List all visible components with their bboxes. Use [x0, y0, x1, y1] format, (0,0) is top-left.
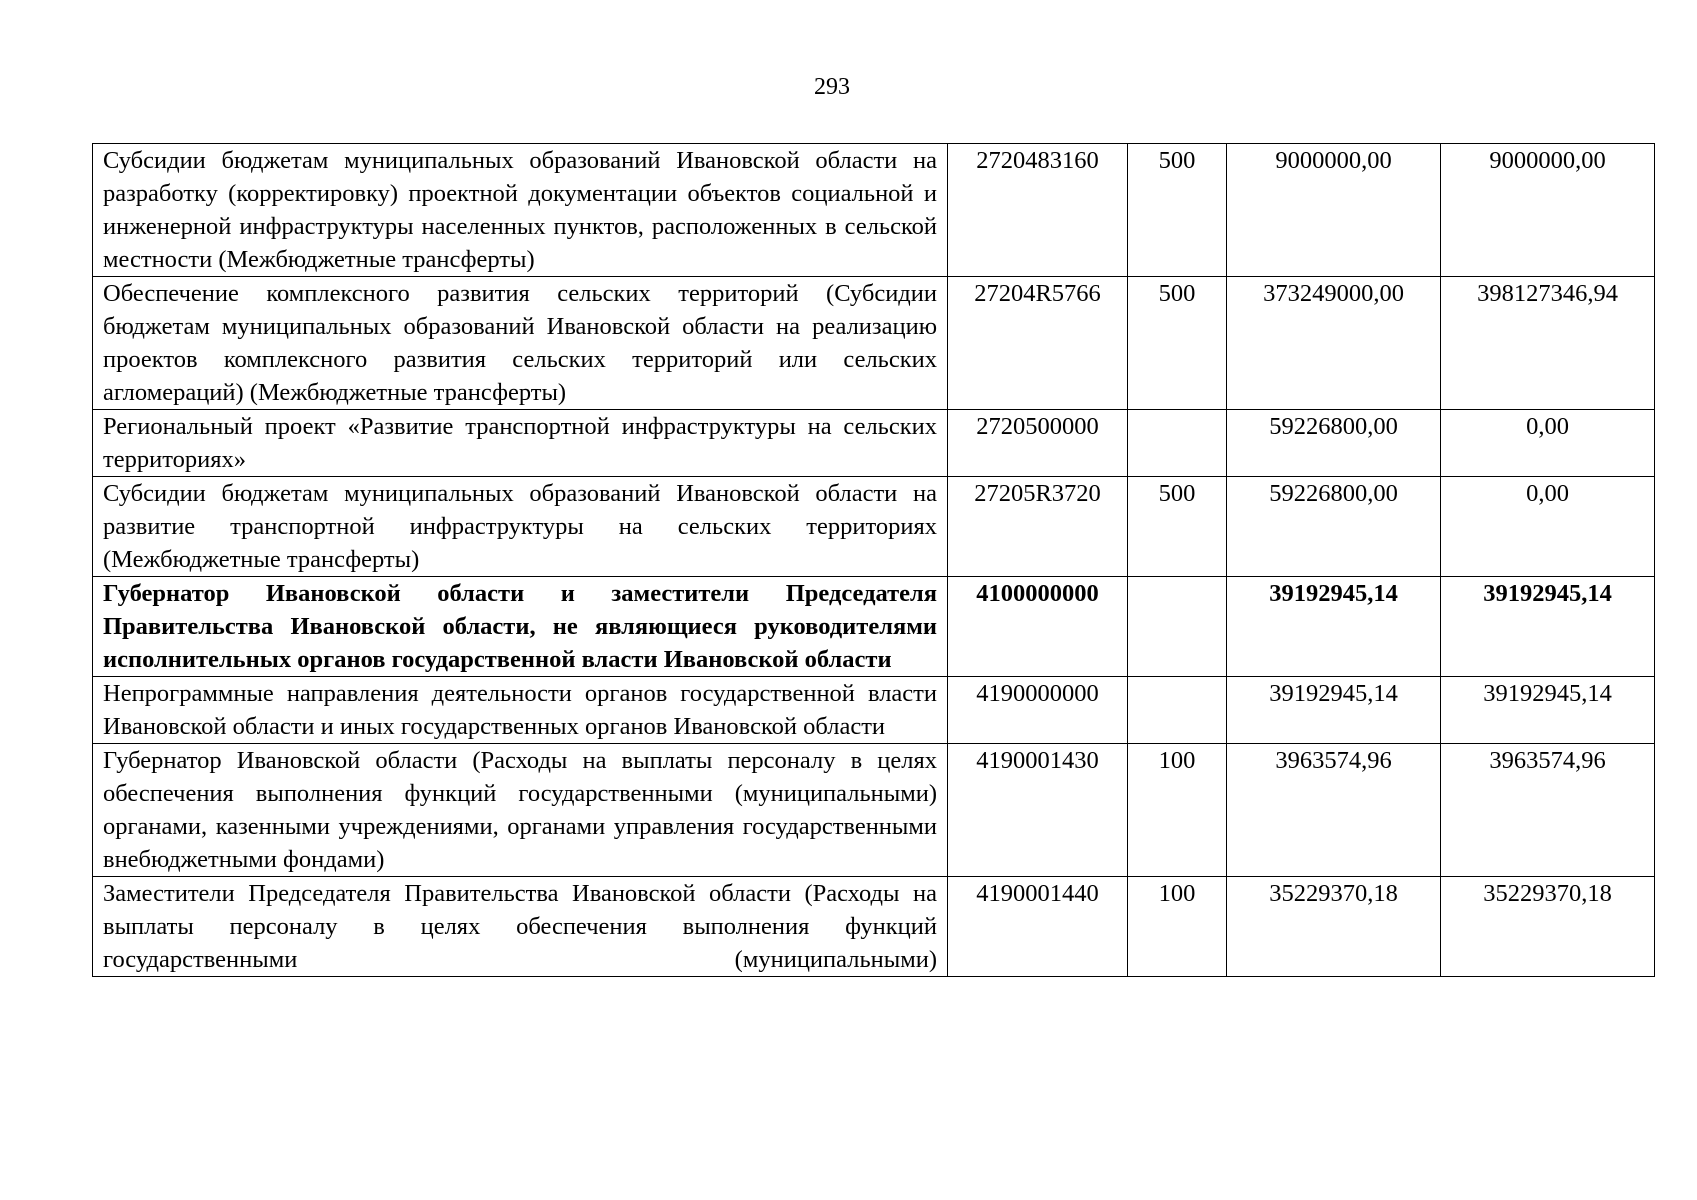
amount-year-2: 0,00: [1441, 477, 1655, 577]
expense-type-code: 100: [1128, 744, 1227, 877]
amount-year-1: 39192945,14: [1227, 677, 1441, 744]
row-name: Губернатор Ивановской области (Расходы на выплаты персоналу в целях обеспечения выполнения функций государственными (муниципальными) органами, казенными учреждениями, органами управления государственными внебюджетными фондами): [93, 744, 948, 877]
expense-type-code: 100: [1128, 877, 1227, 977]
amount-year-1: 59226800,00: [1227, 477, 1441, 577]
amount-year-1: 9000000,00: [1227, 144, 1441, 277]
target-code: 27205R3720: [948, 477, 1128, 577]
expense-type-code: 500: [1128, 477, 1227, 577]
row-name: Субсидии бюджетам муниципальных образований Ивановской области на развитие транспортной инфраструктуры на сельских территориях (Межбюджетные трансферты): [93, 477, 948, 577]
target-code: 2720500000: [948, 410, 1128, 477]
budget-table: [92, 143, 1655, 977]
row-name: Непрограммные направления деятельности органов государственной власти Ивановской области и иных государственных органов Ивановской области: [93, 677, 948, 744]
row-name: Обеспечение комплексного развития сельских территорий (Субсидии бюджетам муниципальных образований Ивановской области на реализацию проектов комплексного развития сельских территорий или сельских агломераций) (Межбюджетные трансферты): [93, 277, 948, 410]
expense-type-code: [1128, 577, 1227, 677]
page-number: 293: [814, 74, 850, 100]
amount-year-2: 39192945,14: [1441, 677, 1655, 744]
target-code: 2720483160: [948, 144, 1128, 277]
table-row: [93, 477, 1655, 577]
row-name: Субсидии бюджетам муниципальных образований Ивановской области на разработку (корректировку) проектной документации объектов социальной и инженерной инфраструктуры населенных пунктов, расположенных в сельской местности (Межбюджетные трансферты): [93, 144, 948, 277]
amount-year-1: 39192945,14: [1227, 577, 1441, 677]
table-row-section-header: [93, 577, 1655, 677]
row-name: Региональный проект «Развитие транспортной инфраструктуры на сельских территориях»: [93, 410, 948, 477]
amount-year-1: 59226800,00: [1227, 410, 1441, 477]
table-row: [93, 410, 1655, 477]
amount-year-2: 39192945,14: [1441, 577, 1655, 677]
table-row: [93, 144, 1655, 277]
expense-type-code: 500: [1128, 144, 1227, 277]
target-code: 27204R5766: [948, 277, 1128, 410]
table-row: [93, 677, 1655, 744]
amount-year-2: 3963574,96: [1441, 744, 1655, 877]
amount-year-2: 35229370,18: [1441, 877, 1655, 977]
table-row: [93, 744, 1655, 877]
amount-year-2: 0,00: [1441, 410, 1655, 477]
target-code: 4100000000: [948, 577, 1128, 677]
table-row: [93, 277, 1655, 410]
amount-year-1: 373249000,00: [1227, 277, 1441, 410]
expense-type-code: 500: [1128, 277, 1227, 410]
row-name: Заместители Председателя Правительства Ивановской области (Расходы на выплаты персоналу в целях обеспечения выполнения функций государственными (муниципальными): [93, 877, 948, 977]
expense-type-code: [1128, 677, 1227, 744]
target-code: 4190000000: [948, 677, 1128, 744]
target-code: 4190001440: [948, 877, 1128, 977]
amount-year-2: 398127346,94: [1441, 277, 1655, 410]
expense-type-code: [1128, 410, 1227, 477]
row-name: Губернатор Ивановской области и заместители Председателя Правительства Ивановской области, не являющиеся руководителями исполнительных органов государственной власти Ивановской области: [93, 577, 948, 677]
amount-year-1: 35229370,18: [1227, 877, 1441, 977]
amount-year-1: 3963574,96: [1227, 744, 1441, 877]
target-code: 4190001430: [948, 744, 1128, 877]
table-row: [93, 877, 1655, 977]
amount-year-2: 9000000,00: [1441, 144, 1655, 277]
